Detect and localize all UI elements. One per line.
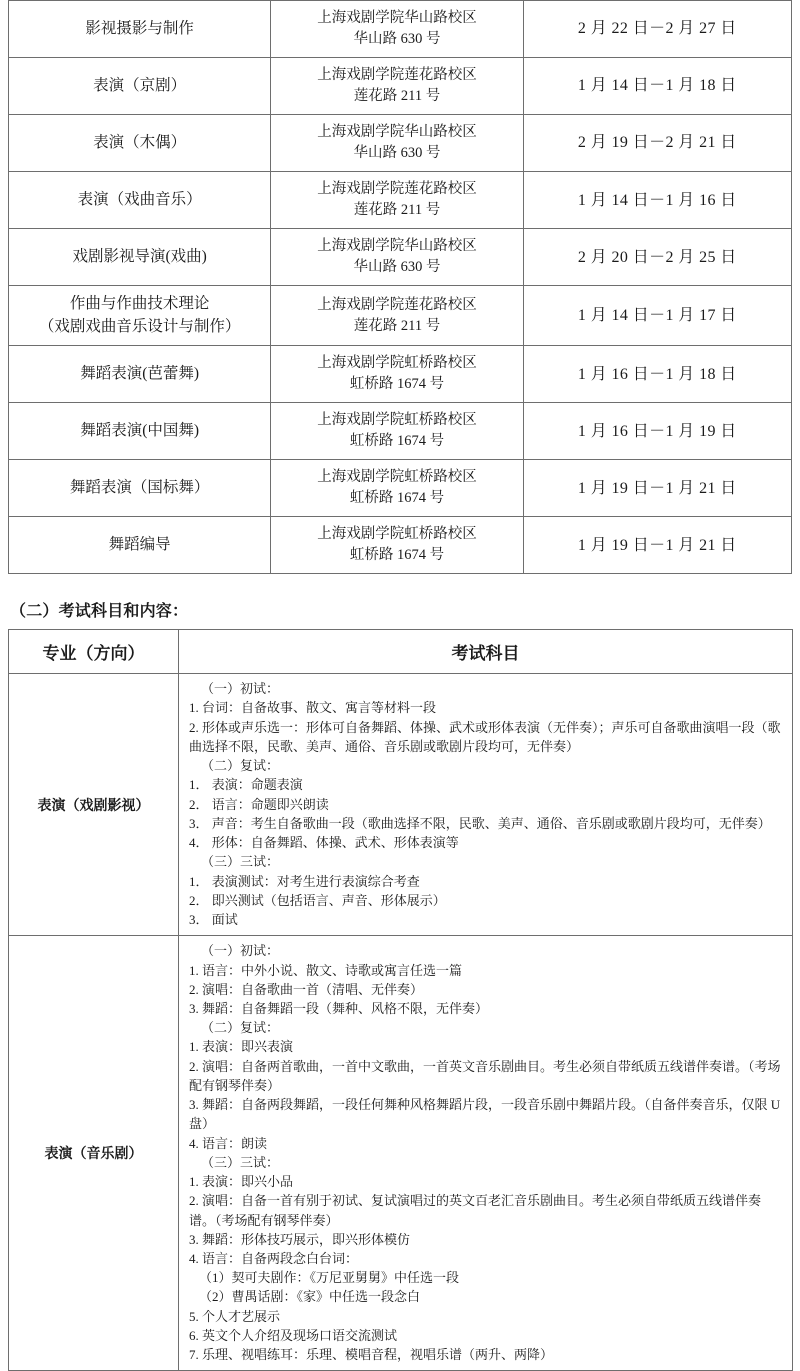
- subject-line: 1. 表演：即兴表演: [189, 1039, 294, 1055]
- subject-line: 2. 演唱：自备两首歌曲，一首中文歌曲，一首英文音乐剧曲目。考生必须自带纸质五线谱伴奏谱。（考场配有钢琴伴奏）: [189, 1058, 781, 1093]
- subject-line: 3． 声音：考生自备歌曲一段（歌曲选择不限，民歌、美声、通俗、音乐剧或歌剧片段均可，无伴奏）: [189, 815, 771, 831]
- major-line-1: 舞蹈表演(中国舞): [80, 421, 200, 439]
- major-line-1: 作曲与作曲技术理论: [69, 295, 210, 313]
- table-row: [9, 936, 793, 1371]
- subject-line: 3. 舞蹈：自备两段舞蹈，一段任何舞种风格舞蹈片段，一段音乐剧中舞蹈片段。（自备伴奏音乐，仅限 U 盘）: [189, 1097, 781, 1132]
- subject-line: 5. 个人才艺展示: [189, 1308, 281, 1324]
- venue-line-1: 上海戏剧学院华山路校区: [317, 10, 477, 26]
- cell-venue: [271, 403, 523, 460]
- subject-line: 1. 语言：中外小说、散文、诗歌或寓言任选一篇: [189, 962, 463, 978]
- cell-major: [9, 229, 271, 286]
- cell-major: [9, 115, 271, 172]
- cell-venue: [271, 58, 523, 115]
- exam-subjects-body: [9, 674, 793, 1371]
- major-line-1: 舞蹈表演（国标舞）: [69, 478, 210, 496]
- table-row: [9, 674, 793, 936]
- subject-line: （2）曹禺话剧：《家》中任选一段念白: [199, 1289, 421, 1305]
- cell-venue: [271, 229, 523, 286]
- section-heading-exam-subjects: （二）考试科目和内容：: [10, 603, 189, 621]
- major-line-1: 舞蹈编导: [108, 535, 171, 553]
- cell-direction: 表演（戏剧影视）: [9, 674, 179, 936]
- major-line-2: （戏剧戏曲音乐设计与制作）: [38, 317, 241, 335]
- cell-major: [9, 517, 271, 574]
- cell-major: [9, 286, 271, 346]
- cell-major: [9, 172, 271, 229]
- major-line-1: 表演（戏曲音乐）: [77, 190, 202, 208]
- cell-date: 1 月 14 日－1 月 16 日: [523, 172, 791, 229]
- subject-line: 1. 台词：自备故事、散文、寓言等材料一段: [189, 700, 437, 716]
- venue-line-2: 莲花路 211 号: [353, 317, 441, 334]
- table-row: [9, 229, 792, 286]
- exam-schedule-table: [8, 0, 792, 574]
- column-header-subject: 考试科目: [179, 630, 793, 674]
- subject-line: 4. 语言：自备两段念白台词：: [189, 1251, 359, 1267]
- cell-date: 2 月 20 日－2 月 25 日: [523, 229, 791, 286]
- cell-venue: [271, 172, 523, 229]
- subject-line: （一）初试：: [201, 943, 280, 959]
- venue-line-2: 华山路 630 号: [353, 145, 441, 162]
- subject-line: 2. 形体或声乐选一：形体可自备舞蹈、体操、武术或形体表演（无伴奏）；声乐可自备歌曲演唱一段（歌曲选择不限，民歌、美声、通俗、音乐剧或歌剧片段均可，无伴奏）: [189, 719, 781, 754]
- cell-date: 1 月 16 日－1 月 19 日: [523, 403, 791, 460]
- subject-line: 4. 语言：朗读: [189, 1135, 268, 1151]
- venue-line-2: 华山路 630 号: [353, 31, 441, 48]
- subject-line: （三）三试：: [201, 854, 280, 870]
- venue-line-2: 华山路 630 号: [353, 259, 441, 276]
- cell-date: 1 月 19 日－1 月 21 日: [523, 517, 791, 574]
- table-row: [9, 172, 792, 229]
- cell-date: 1 月 16 日－1 月 18 日: [523, 346, 791, 403]
- subject-line: 2. 演唱：自备歌曲一首（清唱、无伴奏）: [189, 981, 424, 997]
- cell-venue: [271, 517, 523, 574]
- cell-major: [9, 58, 271, 115]
- major-line-1: 影视摄影与制作: [85, 19, 194, 37]
- venue-line-2: 莲花路 211 号: [353, 202, 441, 219]
- subject-line: 4． 形体：自备舞蹈、体操、武术、形体表演等: [189, 835, 459, 851]
- venue-line-2: 虹桥路 1674 号: [349, 490, 445, 507]
- cell-venue: [271, 460, 523, 517]
- subject-line: 3. 舞蹈：形体技巧展示，即兴形体模仿: [189, 1231, 411, 1247]
- venue-line-1: 上海戏剧学院虹桥路校区: [317, 412, 477, 429]
- major-line-1: 戏剧影视导演(戏曲): [72, 247, 207, 265]
- table-row: [9, 1, 792, 58]
- cell-venue: [271, 286, 523, 346]
- subject-line: 6. 英文个人介绍及现场口语交流测试: [189, 1327, 398, 1343]
- venue-line-1: 上海戏剧学院莲花路校区: [317, 67, 477, 84]
- venue-line-2: 虹桥路 1674 号: [349, 547, 445, 564]
- venue-line-1: 上海戏剧学院虹桥路校区: [317, 469, 477, 486]
- table-row: [9, 346, 792, 403]
- subject-line: （1）契可夫剧作：《万尼亚舅舅》中任选一段: [199, 1270, 460, 1286]
- major-line-1: 表演（木偶）: [93, 133, 187, 151]
- table-row: [9, 58, 792, 115]
- cell-venue: [271, 346, 523, 403]
- venue-line-1: 上海戏剧学院虹桥路校区: [317, 526, 477, 543]
- cell-subject-content: [179, 674, 793, 936]
- venue-line-2: 莲花路 211 号: [353, 88, 441, 105]
- table-row: [9, 460, 792, 517]
- exam-subjects-head: [9, 630, 793, 674]
- cell-major: [9, 1, 271, 58]
- venue-line-1: 上海戏剧学院虹桥路校区: [317, 355, 477, 372]
- table-row: [9, 517, 792, 574]
- cell-date: 1 月 14 日－1 月 18 日: [523, 58, 791, 115]
- cell-date: 2 月 22 日－2 月 27 日: [523, 1, 791, 58]
- venue-line-1: 上海戏剧学院莲花路校区: [317, 296, 477, 313]
- venue-line-1: 上海戏剧学院华山路校区: [317, 238, 477, 255]
- subject-line: 3. 舞蹈：自备舞蹈一段（舞种、风格不限，无伴奏）: [189, 1000, 489, 1016]
- venue-line-2: 虹桥路 1674 号: [349, 433, 445, 450]
- subject-line: （三）三试：: [201, 1154, 280, 1170]
- subject-line: 3． 面试: [189, 912, 238, 928]
- cell-direction: 表演（音乐剧）: [9, 936, 179, 1371]
- cell-major: [9, 346, 271, 403]
- cell-major: [9, 460, 271, 517]
- table-header-row: [9, 630, 793, 674]
- table-row: [9, 403, 792, 460]
- subject-line: （二）复试：: [201, 758, 280, 774]
- column-header-direction: 专业（方向）: [9, 630, 179, 674]
- major-line-1: 表演（京剧）: [93, 76, 187, 94]
- table-row: [9, 115, 792, 172]
- major-line-1: 舞蹈表演(芭蕾舞): [80, 364, 200, 382]
- cell-major: [9, 403, 271, 460]
- subject-line: 1． 表演测试：对考生进行表演综合考查: [189, 873, 420, 889]
- subject-line: 2． 语言：命题即兴朗读: [189, 796, 329, 812]
- table-row: [9, 286, 792, 346]
- subject-line: 2. 演唱：自备一首有别于初试、复试演唱过的英文百老汇音乐剧曲目。考生必须自带纸质五线谱伴奏谱。（考场配有钢琴伴奏）: [189, 1193, 762, 1228]
- subject-line: 2． 即兴测试（包括语言、声音、形体展示）: [189, 892, 446, 908]
- cell-date: 1 月 14 日－1 月 17 日: [523, 286, 791, 346]
- cell-date: 1 月 19 日－1 月 21 日: [523, 460, 791, 517]
- cell-subject-content: [179, 936, 793, 1371]
- subject-line: 1． 表演：命题表演: [189, 777, 303, 793]
- subject-line: 1. 表演：即兴小品: [189, 1174, 294, 1190]
- exam-subjects-table: [8, 629, 793, 1371]
- venue-line-1: 上海戏剧学院莲花路校区: [317, 181, 477, 198]
- subject-line: （二）复试：: [201, 1020, 280, 1036]
- cell-venue: [271, 115, 523, 172]
- venue-line-2: 虹桥路 1674 号: [349, 376, 445, 393]
- venue-line-1: 上海戏剧学院华山路校区: [317, 124, 477, 141]
- subject-line: 7. 乐理、视唱练耳：乐理、模唱音程，视唱乐谱（两升、两降）: [189, 1347, 554, 1363]
- cell-date: 2 月 19 日－2 月 21 日: [523, 115, 791, 172]
- cell-venue: [271, 1, 523, 58]
- subject-line: （一）初试：: [201, 681, 280, 697]
- exam-schedule-body: [9, 1, 792, 574]
